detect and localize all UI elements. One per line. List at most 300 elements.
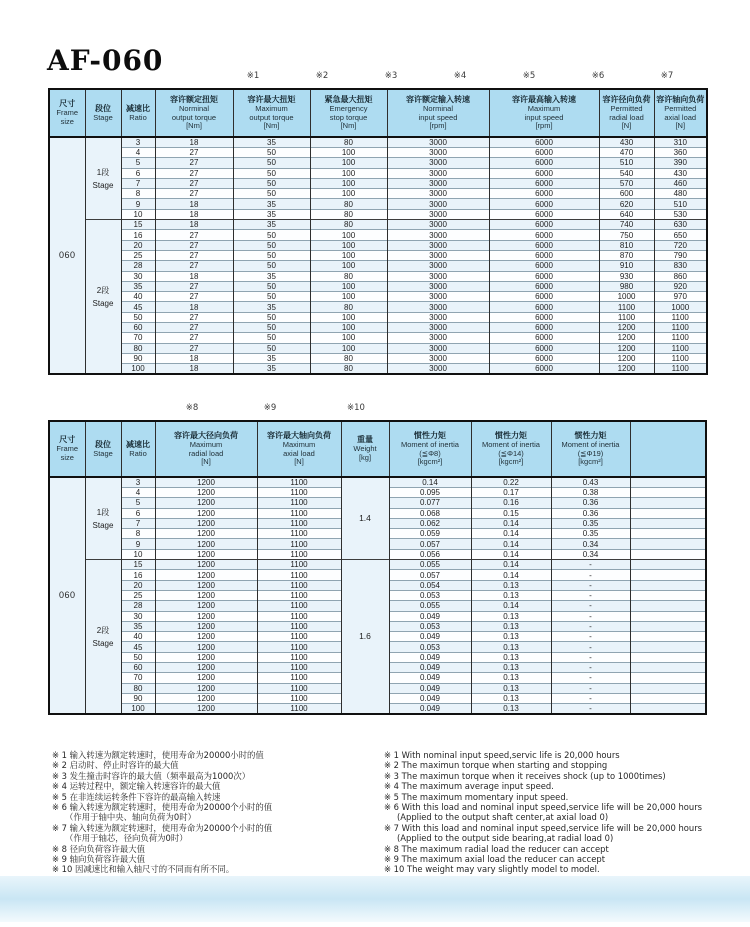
empty-cell bbox=[630, 488, 706, 498]
ratio-cell: 16 bbox=[121, 230, 155, 240]
value-cell: 1100 bbox=[257, 529, 341, 539]
value-cell: 0.14 bbox=[471, 549, 551, 559]
performance-table bbox=[48, 88, 708, 375]
value-cell: 1100 bbox=[257, 611, 341, 621]
value-cell: 630 bbox=[654, 220, 707, 230]
value-cell: 18 bbox=[155, 220, 233, 230]
value-cell: 920 bbox=[654, 281, 707, 291]
ratio-cell: 40 bbox=[121, 292, 155, 302]
performance-table-section bbox=[48, 62, 708, 375]
value-cell: 0.057 bbox=[389, 570, 471, 580]
value-cell: 1100 bbox=[257, 560, 341, 570]
value-cell: 0.055 bbox=[389, 601, 471, 611]
value-cell: 0.14 bbox=[389, 477, 471, 488]
value-cell: 27 bbox=[155, 178, 233, 188]
ratio-cell: 45 bbox=[121, 642, 155, 652]
footnote-marker: ※7 bbox=[660, 71, 674, 81]
value-cell: 1000 bbox=[599, 292, 654, 302]
ratio-cell: 30 bbox=[121, 611, 155, 621]
empty-cell bbox=[630, 642, 706, 652]
value-cell: 0.055 bbox=[389, 560, 471, 570]
value-cell: 50 bbox=[233, 312, 310, 322]
value-cell: 1200 bbox=[155, 704, 257, 715]
footnote-line: (Applied to the output side bearing,at radial load 0) bbox=[397, 833, 614, 844]
value-cell: 0.15 bbox=[471, 508, 551, 518]
footnote-line: ※ 1 输入转速为额定转速时，使用寿命为20000小时的值 bbox=[52, 750, 264, 760]
table-row bbox=[49, 240, 707, 250]
table-row bbox=[49, 199, 707, 209]
footnote-marker: ※4 bbox=[453, 71, 467, 81]
value-cell: 0.13 bbox=[471, 590, 551, 600]
value-cell: 1200 bbox=[599, 323, 654, 333]
ratio-cell: 8 bbox=[121, 189, 155, 199]
value-cell: 3000 bbox=[387, 353, 489, 363]
value-cell: 470 bbox=[599, 148, 654, 158]
value-cell: 6000 bbox=[489, 209, 599, 219]
value-cell: 1200 bbox=[155, 498, 257, 508]
value-cell: 27 bbox=[155, 281, 233, 291]
empty-cell bbox=[630, 590, 706, 600]
value-cell: - bbox=[551, 693, 630, 703]
footnote-line: ※ 7 输入转速为额定转速时，使用寿命为20000个小时的值 bbox=[52, 822, 273, 833]
table-row bbox=[49, 271, 707, 281]
table-row bbox=[49, 333, 707, 343]
value-cell: 80 bbox=[310, 271, 387, 281]
value-cell: 0.049 bbox=[389, 652, 471, 662]
empty-cell bbox=[630, 621, 706, 631]
value-cell: 6000 bbox=[489, 189, 599, 199]
value-cell: 3000 bbox=[387, 302, 489, 312]
frame-size-cell: 060 bbox=[49, 137, 85, 374]
ratio-cell: 5 bbox=[121, 498, 155, 508]
ratio-cell: 80 bbox=[121, 683, 155, 693]
load-inertia-table-section bbox=[48, 394, 707, 715]
value-cell: - bbox=[551, 704, 630, 715]
value-cell: 100 bbox=[310, 261, 387, 271]
value-cell: 35 bbox=[233, 137, 310, 148]
value-cell: 27 bbox=[155, 261, 233, 271]
value-cell: 27 bbox=[155, 312, 233, 322]
column-header: 减速比 Ratio bbox=[121, 421, 155, 477]
value-cell: 0.13 bbox=[471, 652, 551, 662]
ratio-cell: 7 bbox=[121, 518, 155, 528]
footnote-line: ※ 5 The maximum momentary input speed. bbox=[384, 791, 569, 802]
value-cell: 18 bbox=[155, 353, 233, 363]
value-cell: 6000 bbox=[489, 137, 599, 148]
value-cell: - bbox=[551, 611, 630, 621]
ratio-cell: 30 bbox=[121, 271, 155, 281]
column-header: 紧急最大扭矩 Emergency stop torque [Nm] bbox=[310, 89, 387, 137]
value-cell: 0.077 bbox=[389, 498, 471, 508]
value-cell: 0.049 bbox=[389, 673, 471, 683]
value-cell: 1100 bbox=[257, 549, 341, 559]
value-cell: 1200 bbox=[155, 549, 257, 559]
value-cell: 0.049 bbox=[389, 704, 471, 715]
value-cell: 1100 bbox=[257, 621, 341, 631]
value-cell: 0.054 bbox=[389, 580, 471, 590]
table-row bbox=[49, 323, 707, 333]
value-cell: 1200 bbox=[155, 632, 257, 642]
footnote-marker: ※9 bbox=[263, 403, 277, 413]
table-row bbox=[49, 230, 707, 240]
value-cell: 6000 bbox=[489, 148, 599, 158]
value-cell: 0.34 bbox=[551, 539, 630, 549]
empty-cell bbox=[630, 663, 706, 673]
value-cell: 27 bbox=[155, 250, 233, 260]
ratio-cell: 35 bbox=[121, 281, 155, 291]
ratio-cell: 8 bbox=[121, 529, 155, 539]
empty-cell bbox=[630, 518, 706, 528]
value-cell: 27 bbox=[155, 292, 233, 302]
value-cell: 0.057 bbox=[389, 539, 471, 549]
ratio-cell: 60 bbox=[121, 663, 155, 673]
value-cell: 6000 bbox=[489, 261, 599, 271]
value-cell: 6000 bbox=[489, 178, 599, 188]
value-cell: 360 bbox=[654, 148, 707, 158]
value-cell: 1200 bbox=[155, 488, 257, 498]
value-cell: 6000 bbox=[489, 312, 599, 322]
value-cell: 0.43 bbox=[551, 477, 630, 488]
value-cell: 3000 bbox=[387, 343, 489, 353]
value-cell: 750 bbox=[599, 230, 654, 240]
value-cell: 0.049 bbox=[389, 663, 471, 673]
value-cell: 27 bbox=[155, 333, 233, 343]
value-cell: 1200 bbox=[599, 353, 654, 363]
value-cell: - bbox=[551, 570, 630, 580]
empty-cell bbox=[630, 498, 706, 508]
value-cell: - bbox=[551, 663, 630, 673]
ratio-cell: 60 bbox=[121, 323, 155, 333]
ratio-cell: 40 bbox=[121, 632, 155, 642]
footnote-marker: ※2 bbox=[315, 71, 329, 81]
footnote-line: ※ 5 在非连续运转条件下容许的最高输入转速 bbox=[52, 791, 221, 802]
value-cell: 50 bbox=[233, 333, 310, 343]
column-header: 容许最大轴向负荷 Maximum axial load [N] bbox=[257, 421, 341, 477]
value-cell: 1200 bbox=[155, 642, 257, 652]
value-cell: 1200 bbox=[155, 621, 257, 631]
value-cell: 1100 bbox=[257, 683, 341, 693]
value-cell: 3000 bbox=[387, 158, 489, 168]
value-cell: - bbox=[551, 580, 630, 590]
value-cell: 0.14 bbox=[471, 570, 551, 580]
value-cell: 390 bbox=[654, 158, 707, 168]
table-row bbox=[49, 353, 707, 363]
value-cell: 0.14 bbox=[471, 539, 551, 549]
value-cell: 6000 bbox=[489, 323, 599, 333]
value-cell: 1100 bbox=[599, 302, 654, 312]
footnote-line: ※ 6 输入转速为额定转速时，使用寿命为20000个小时的值 bbox=[52, 802, 273, 813]
value-cell: 6000 bbox=[489, 220, 599, 230]
value-cell: 50 bbox=[233, 168, 310, 178]
footnote-line: ※ 2 The maximun torque when starting and stopping bbox=[384, 760, 608, 771]
footnote-marker: ※5 bbox=[522, 71, 536, 81]
table-row bbox=[49, 158, 707, 168]
value-cell: 830 bbox=[654, 261, 707, 271]
ratio-cell: 90 bbox=[121, 353, 155, 363]
value-cell: 6000 bbox=[489, 292, 599, 302]
footnote-marker: ※3 bbox=[384, 71, 398, 81]
table-row bbox=[49, 137, 707, 148]
empty-cell bbox=[630, 539, 706, 549]
value-cell: 27 bbox=[155, 148, 233, 158]
value-cell: 3000 bbox=[387, 333, 489, 343]
value-cell: 0.36 bbox=[551, 498, 630, 508]
value-cell: 1200 bbox=[599, 343, 654, 353]
column-header bbox=[630, 421, 706, 477]
value-cell: 35 bbox=[233, 353, 310, 363]
value-cell: 100 bbox=[310, 343, 387, 353]
value-cell: 3000 bbox=[387, 178, 489, 188]
table-row bbox=[49, 302, 707, 312]
value-cell: 50 bbox=[233, 178, 310, 188]
value-cell: - bbox=[551, 590, 630, 600]
ratio-cell: 28 bbox=[121, 601, 155, 611]
header-row bbox=[49, 421, 706, 477]
value-cell: 1100 bbox=[257, 570, 341, 580]
stage-cell: 1段 Stage bbox=[85, 477, 121, 560]
value-cell: 27 bbox=[155, 189, 233, 199]
value-cell: 1200 bbox=[155, 539, 257, 549]
value-cell: 3000 bbox=[387, 240, 489, 250]
value-cell: 1100 bbox=[257, 632, 341, 642]
value-cell: 27 bbox=[155, 168, 233, 178]
table-row bbox=[49, 560, 706, 570]
value-cell: 0.053 bbox=[389, 642, 471, 652]
value-cell: 1100 bbox=[257, 488, 341, 498]
ratio-cell: 3 bbox=[121, 137, 155, 148]
table-row bbox=[49, 209, 707, 219]
stage-cell: 2段 Stage bbox=[85, 220, 121, 375]
value-cell: 50 bbox=[233, 323, 310, 333]
footnote-line: ※ 9 The maximum axial load the reducer can accept bbox=[384, 854, 605, 865]
value-cell: 3000 bbox=[387, 281, 489, 291]
footnotes-english bbox=[384, 750, 739, 875]
ratio-cell: 80 bbox=[121, 343, 155, 353]
value-cell: 80 bbox=[310, 209, 387, 219]
page-title: AF-060 bbox=[47, 44, 164, 77]
ratio-cell: 70 bbox=[121, 673, 155, 683]
value-cell: 1100 bbox=[257, 477, 341, 488]
value-cell: 540 bbox=[599, 168, 654, 178]
value-cell: 27 bbox=[155, 230, 233, 240]
value-cell: 0.059 bbox=[389, 529, 471, 539]
footnotes-chinese bbox=[52, 750, 382, 875]
value-cell: 18 bbox=[155, 137, 233, 148]
value-cell: 0.053 bbox=[389, 590, 471, 600]
stage-cell: 2段 Stage bbox=[85, 560, 121, 715]
value-cell: 0.13 bbox=[471, 642, 551, 652]
value-cell: 1100 bbox=[654, 353, 707, 363]
value-cell: 100 bbox=[310, 148, 387, 158]
value-cell: 1200 bbox=[155, 683, 257, 693]
value-cell: 50 bbox=[233, 240, 310, 250]
footnote-marker: ※10 bbox=[347, 403, 365, 413]
value-cell: 1200 bbox=[155, 652, 257, 662]
empty-cell bbox=[630, 549, 706, 559]
weight-cell: 1.6 bbox=[341, 560, 389, 715]
value-cell: 740 bbox=[599, 220, 654, 230]
value-cell: 80 bbox=[310, 199, 387, 209]
footnote-line: ※ 8 径向负荷容许最大值 bbox=[52, 843, 146, 854]
value-cell: 3000 bbox=[387, 230, 489, 240]
footnote-line: ※ 2 启动时、停止时容许的最大值 bbox=[52, 760, 179, 771]
column-header: 容许最高输入转速 Maximum input speed [rpm] bbox=[489, 89, 599, 137]
value-cell: 50 bbox=[233, 189, 310, 199]
value-cell: 0.13 bbox=[471, 683, 551, 693]
value-cell: 80 bbox=[310, 302, 387, 312]
value-cell: 27 bbox=[155, 240, 233, 250]
value-cell: 80 bbox=[310, 353, 387, 363]
footnote-line: ※ 6 With this load and nominal input speed,service life will be 20,000 hours bbox=[384, 802, 703, 813]
value-cell: 6000 bbox=[489, 230, 599, 240]
footnote-line: ※ 8 The maximum radial load the reducer can accept bbox=[384, 843, 609, 854]
table-row bbox=[49, 148, 707, 158]
footnote-line: （作用于轴芯，径向负荷为0时） bbox=[65, 833, 188, 844]
weight-cell: 1.4 bbox=[341, 477, 389, 560]
footnote-line: ※ 4 The maximum average input speed. bbox=[384, 781, 554, 792]
value-cell: 0.35 bbox=[551, 529, 630, 539]
marker-row bbox=[48, 394, 707, 420]
ratio-cell: 50 bbox=[121, 652, 155, 662]
value-cell: 35 bbox=[233, 199, 310, 209]
value-cell: 0.13 bbox=[471, 704, 551, 715]
value-cell: 100 bbox=[310, 333, 387, 343]
value-cell: 460 bbox=[654, 178, 707, 188]
value-cell: 530 bbox=[654, 209, 707, 219]
value-cell: 3000 bbox=[387, 189, 489, 199]
column-header: 容许最大扭矩 Maximum output torque [Nm] bbox=[233, 89, 310, 137]
column-header: 容许最大径向负荷 Maximum radial load [N] bbox=[155, 421, 257, 477]
value-cell: 0.14 bbox=[471, 529, 551, 539]
value-cell: 3000 bbox=[387, 312, 489, 322]
ratio-cell: 25 bbox=[121, 250, 155, 260]
value-cell: 0.17 bbox=[471, 488, 551, 498]
value-cell: 1200 bbox=[155, 580, 257, 590]
value-cell: 930 bbox=[599, 271, 654, 281]
value-cell: 18 bbox=[155, 199, 233, 209]
value-cell: 640 bbox=[599, 209, 654, 219]
value-cell: 0.22 bbox=[471, 477, 551, 488]
value-cell: - bbox=[551, 652, 630, 662]
value-cell: 6000 bbox=[489, 158, 599, 168]
table-row bbox=[49, 343, 707, 353]
value-cell: 1100 bbox=[257, 539, 341, 549]
ratio-cell: 100 bbox=[121, 704, 155, 715]
empty-cell bbox=[630, 632, 706, 642]
value-cell: 0.053 bbox=[389, 621, 471, 631]
ratio-cell: 7 bbox=[121, 178, 155, 188]
ratio-cell: 4 bbox=[121, 488, 155, 498]
value-cell: 980 bbox=[599, 281, 654, 291]
empty-cell bbox=[630, 693, 706, 703]
value-cell: 50 bbox=[233, 158, 310, 168]
value-cell: 650 bbox=[654, 230, 707, 240]
value-cell: 1100 bbox=[257, 673, 341, 683]
ratio-cell: 9 bbox=[121, 539, 155, 549]
table-row bbox=[49, 261, 707, 271]
empty-cell bbox=[630, 601, 706, 611]
value-cell: 0.13 bbox=[471, 580, 551, 590]
value-cell: - bbox=[551, 683, 630, 693]
value-cell: 1100 bbox=[599, 312, 654, 322]
value-cell: 6000 bbox=[489, 302, 599, 312]
value-cell: 0.14 bbox=[471, 518, 551, 528]
column-header: 容许额定扭矩 Norminal output torque [Nm] bbox=[155, 89, 233, 137]
value-cell: 0.068 bbox=[389, 508, 471, 518]
value-cell: 790 bbox=[654, 250, 707, 260]
table-row bbox=[49, 292, 707, 302]
table-row bbox=[49, 312, 707, 322]
value-cell: 1100 bbox=[257, 601, 341, 611]
ratio-cell: 20 bbox=[121, 240, 155, 250]
value-cell: 1100 bbox=[654, 364, 707, 375]
value-cell: 480 bbox=[654, 189, 707, 199]
value-cell: 970 bbox=[654, 292, 707, 302]
bottom-decoration-band bbox=[0, 876, 750, 922]
value-cell: 100 bbox=[310, 323, 387, 333]
value-cell: 27 bbox=[155, 158, 233, 168]
column-header: 减速比 Ratio bbox=[121, 89, 155, 137]
value-cell: 1200 bbox=[155, 477, 257, 488]
footnote-line: ※ 10 The weight may vary slightly model to model. bbox=[384, 864, 600, 875]
ratio-cell: 35 bbox=[121, 621, 155, 631]
footnote-marker: ※6 bbox=[591, 71, 605, 81]
footnote-line: ※ 1 With nominal input speed,servic life is 20,000 hours bbox=[384, 750, 620, 760]
column-header: 段位 Stage bbox=[85, 421, 121, 477]
value-cell: 50 bbox=[233, 261, 310, 271]
value-cell: 6000 bbox=[489, 364, 599, 375]
value-cell: 0.056 bbox=[389, 549, 471, 559]
value-cell: 0.35 bbox=[551, 518, 630, 528]
value-cell: 1100 bbox=[654, 312, 707, 322]
value-cell: 1100 bbox=[257, 590, 341, 600]
ratio-cell: 6 bbox=[121, 168, 155, 178]
empty-cell bbox=[630, 683, 706, 693]
value-cell: 0.16 bbox=[471, 498, 551, 508]
column-header: 段位 Stage bbox=[85, 89, 121, 137]
value-cell: 510 bbox=[599, 158, 654, 168]
value-cell: 870 bbox=[599, 250, 654, 260]
value-cell: 80 bbox=[310, 220, 387, 230]
value-cell: - bbox=[551, 632, 630, 642]
value-cell: 720 bbox=[654, 240, 707, 250]
value-cell: 50 bbox=[233, 343, 310, 353]
ratio-cell: 15 bbox=[121, 560, 155, 570]
empty-cell bbox=[630, 652, 706, 662]
value-cell: 1200 bbox=[155, 601, 257, 611]
value-cell: 50 bbox=[233, 292, 310, 302]
empty-cell bbox=[630, 611, 706, 621]
value-cell: 0.34 bbox=[551, 549, 630, 559]
value-cell: 1200 bbox=[155, 590, 257, 600]
value-cell: 1200 bbox=[155, 693, 257, 703]
value-cell: - bbox=[551, 673, 630, 683]
value-cell: 6000 bbox=[489, 353, 599, 363]
load-inertia-table bbox=[48, 420, 707, 715]
empty-cell bbox=[630, 673, 706, 683]
value-cell: 0.13 bbox=[471, 663, 551, 673]
ratio-cell: 100 bbox=[121, 364, 155, 375]
footnote-line: ※ 9 轴向负荷容许最大值 bbox=[52, 854, 146, 865]
column-header: 容许额定输入转速 Norminal input speed [rpm] bbox=[387, 89, 489, 137]
value-cell: 18 bbox=[155, 364, 233, 375]
column-header: 重量 Weight [kg] bbox=[341, 421, 389, 477]
table-row bbox=[49, 220, 707, 230]
value-cell: 6000 bbox=[489, 343, 599, 353]
table-row bbox=[49, 364, 707, 375]
ratio-cell: 25 bbox=[121, 590, 155, 600]
value-cell: 6000 bbox=[489, 271, 599, 281]
